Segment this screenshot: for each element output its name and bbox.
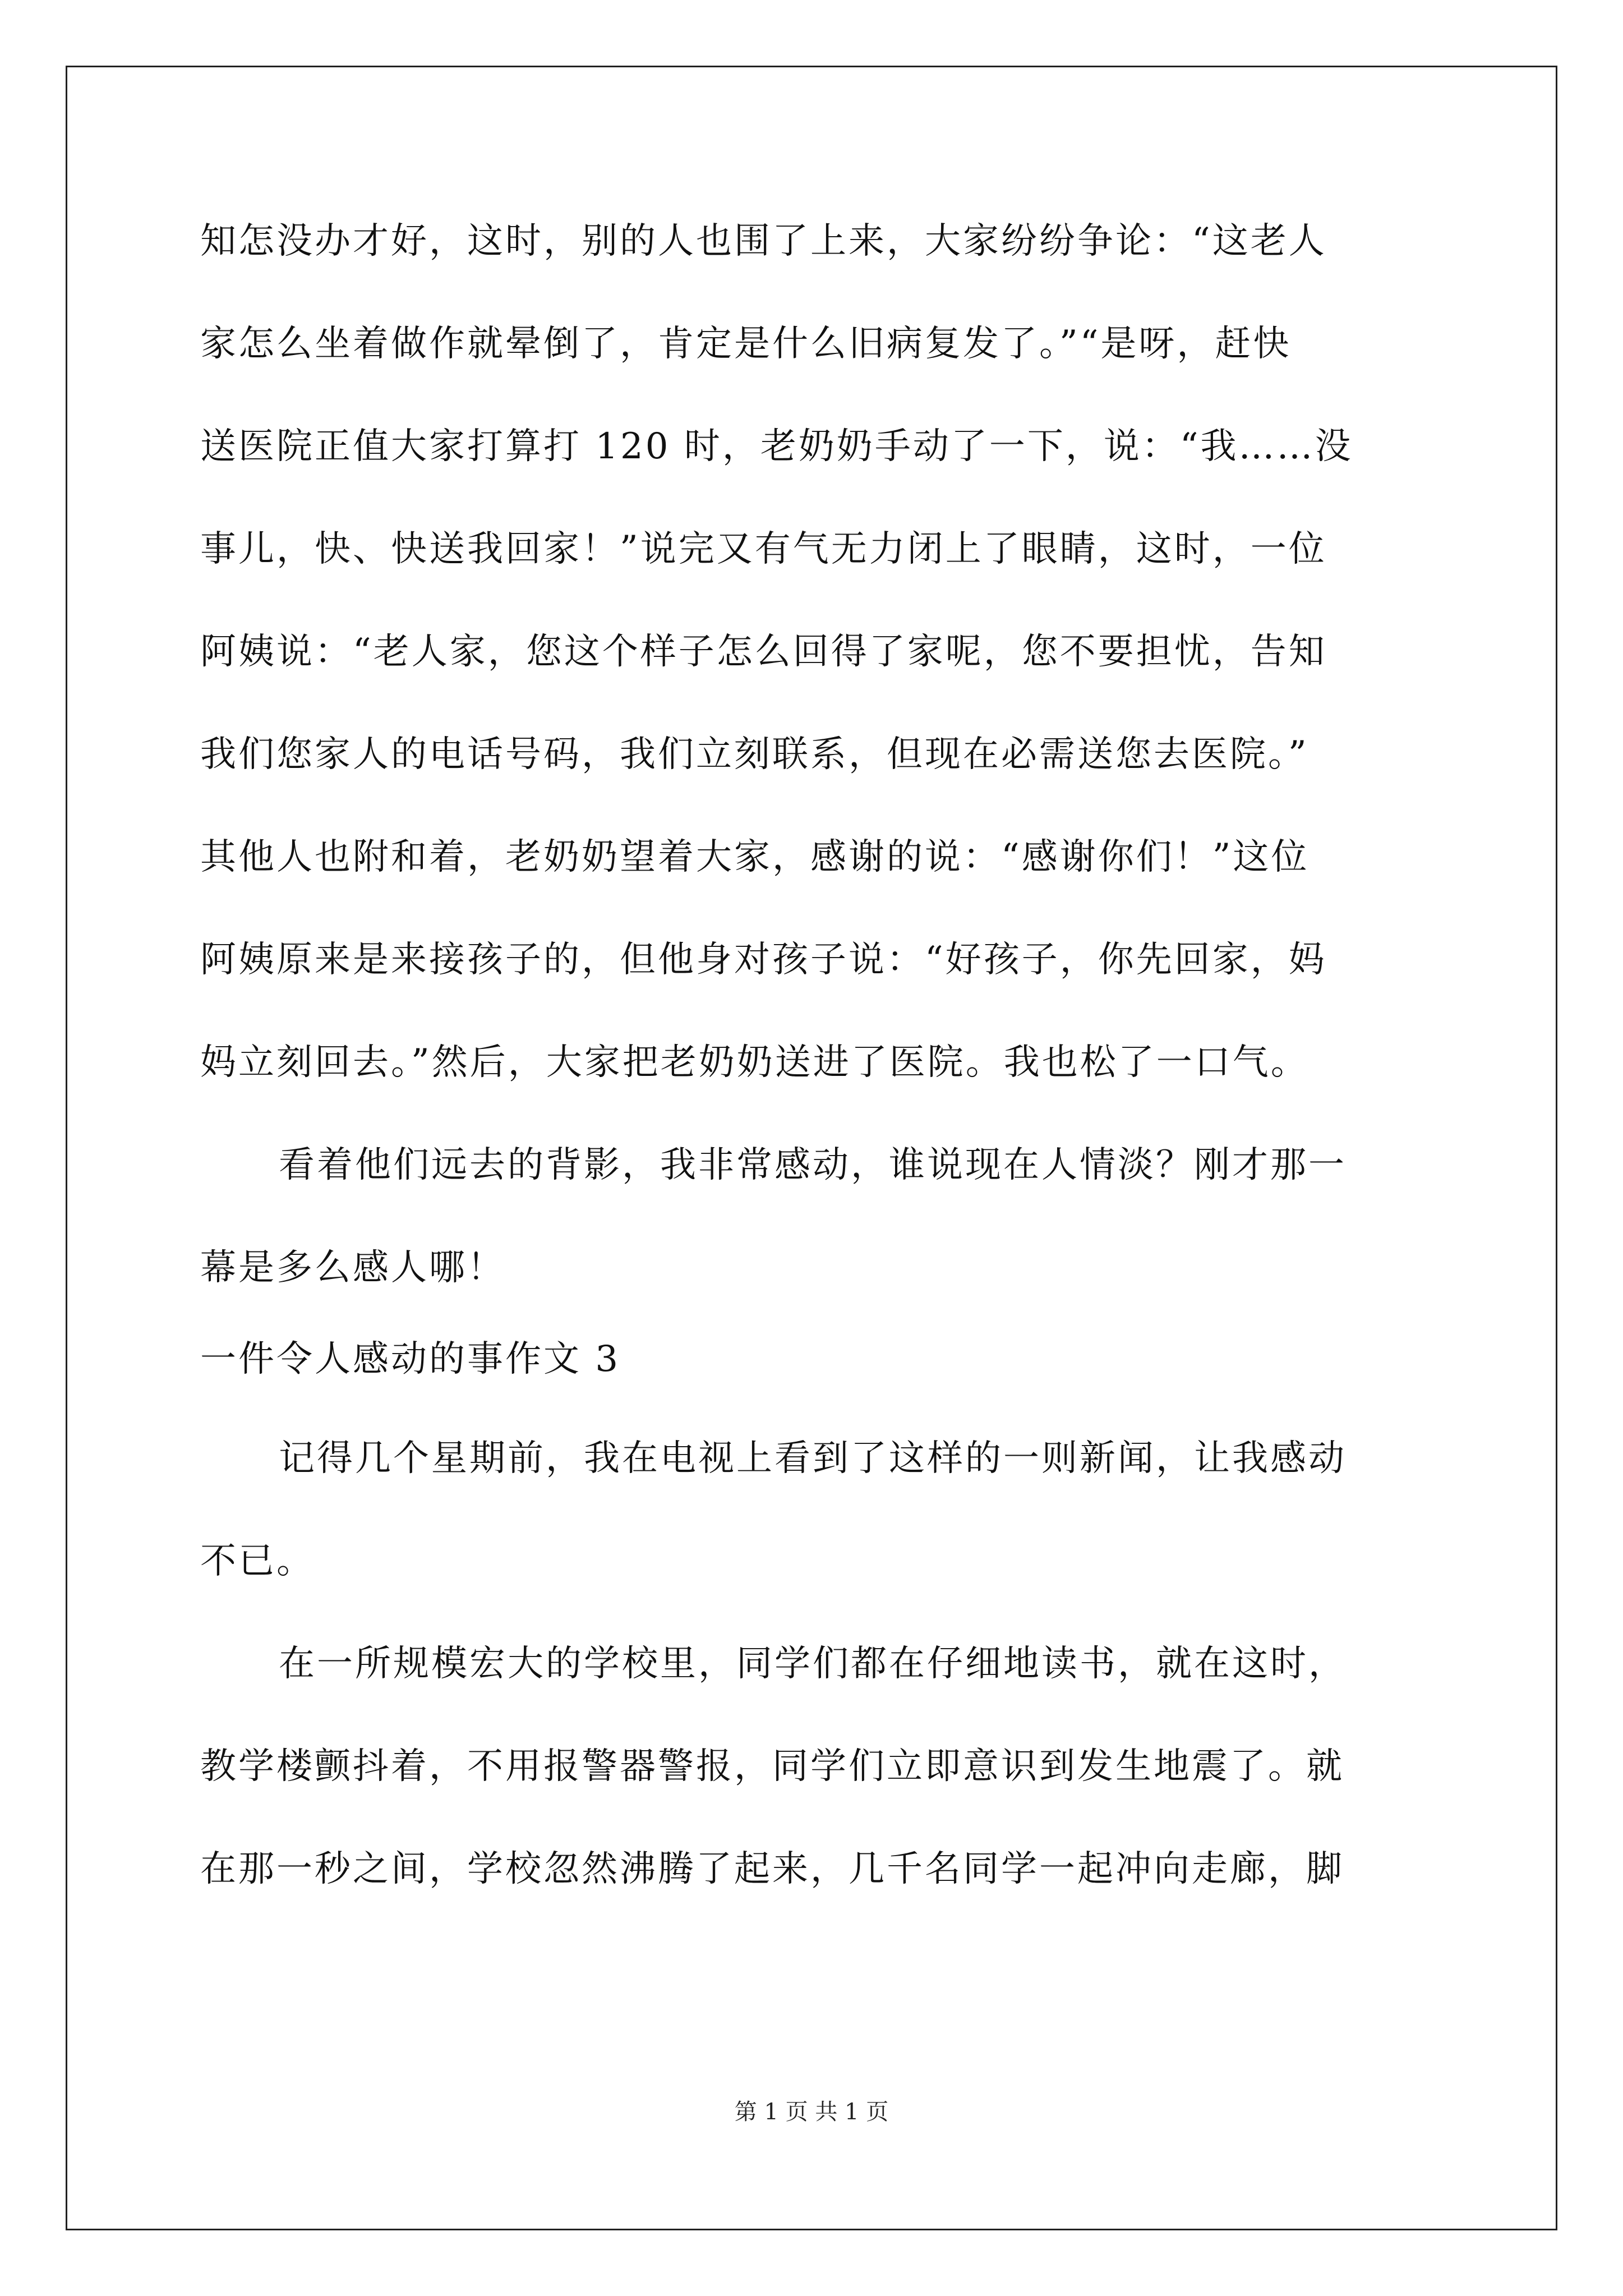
paragraph-first-line: 在一所规模宏大的学校里，同学们都在仔细地读书，就在这时，: [279, 1643, 1347, 1685]
body-line: 阿姨说：“老人家，您这个样子怎么回得了家呢，您不要担忧，告知: [200, 631, 1327, 673]
paragraph-first-line: 记得几个星期前，我在电视上看到了这样的一则新闻，让我感动: [279, 1438, 1347, 1479]
body-line: 幕是多么感人哪！: [200, 1247, 505, 1289]
body-line: 送医院正值大家打算打 120 时，老奶奶手动了一下，说：“我……没: [200, 426, 1353, 467]
section-heading: 一件令人感动的事作文 3: [200, 1338, 621, 1380]
body-line: 妈立刻回去。”然后，大家把老奶奶送进了医院。我也松了一口气。: [200, 1042, 1309, 1083]
body-line: 在那一秒之间，学校忽然沸腾了起来，几千名同学一起冲向走廊，脚: [200, 1848, 1344, 1890]
body-line: 其他人也附和着，老奶奶望着大家，感谢的说：“感谢你们！”这位: [200, 836, 1310, 878]
body-line: 教学楼颤抖着，不用报警器警报，同学们立即意识到发生地震了。就: [200, 1746, 1344, 1787]
body-line: 不已。: [200, 1540, 315, 1582]
body-line: 家怎么坐着做作就晕倒了，肯定是什么旧病复发了。”“是呀，赶快: [200, 323, 1292, 365]
body-line: 我们您家人的电话号码，我们立刻联系，但现在必需送您去医院。”: [200, 734, 1309, 775]
body-line: 知怎没办才好，这时，别的人也围了上来，大家纷纷争论：“这老人: [200, 220, 1327, 262]
body-line: 事儿，快、快送我回家！”说完又有气无力闭上了眼睛，这时，一位: [200, 528, 1327, 570]
page-footer: 第 1 页 共 1 页: [734, 2099, 889, 2125]
body-line: 阿姨原来是来接孩子的，但他身对孩子说：“好孩子，你先回家，妈: [200, 939, 1327, 981]
paragraph-first-line: 看着他们远去的背影，我非常感动，谁说现在人情淡？刚才那一: [279, 1144, 1347, 1186]
